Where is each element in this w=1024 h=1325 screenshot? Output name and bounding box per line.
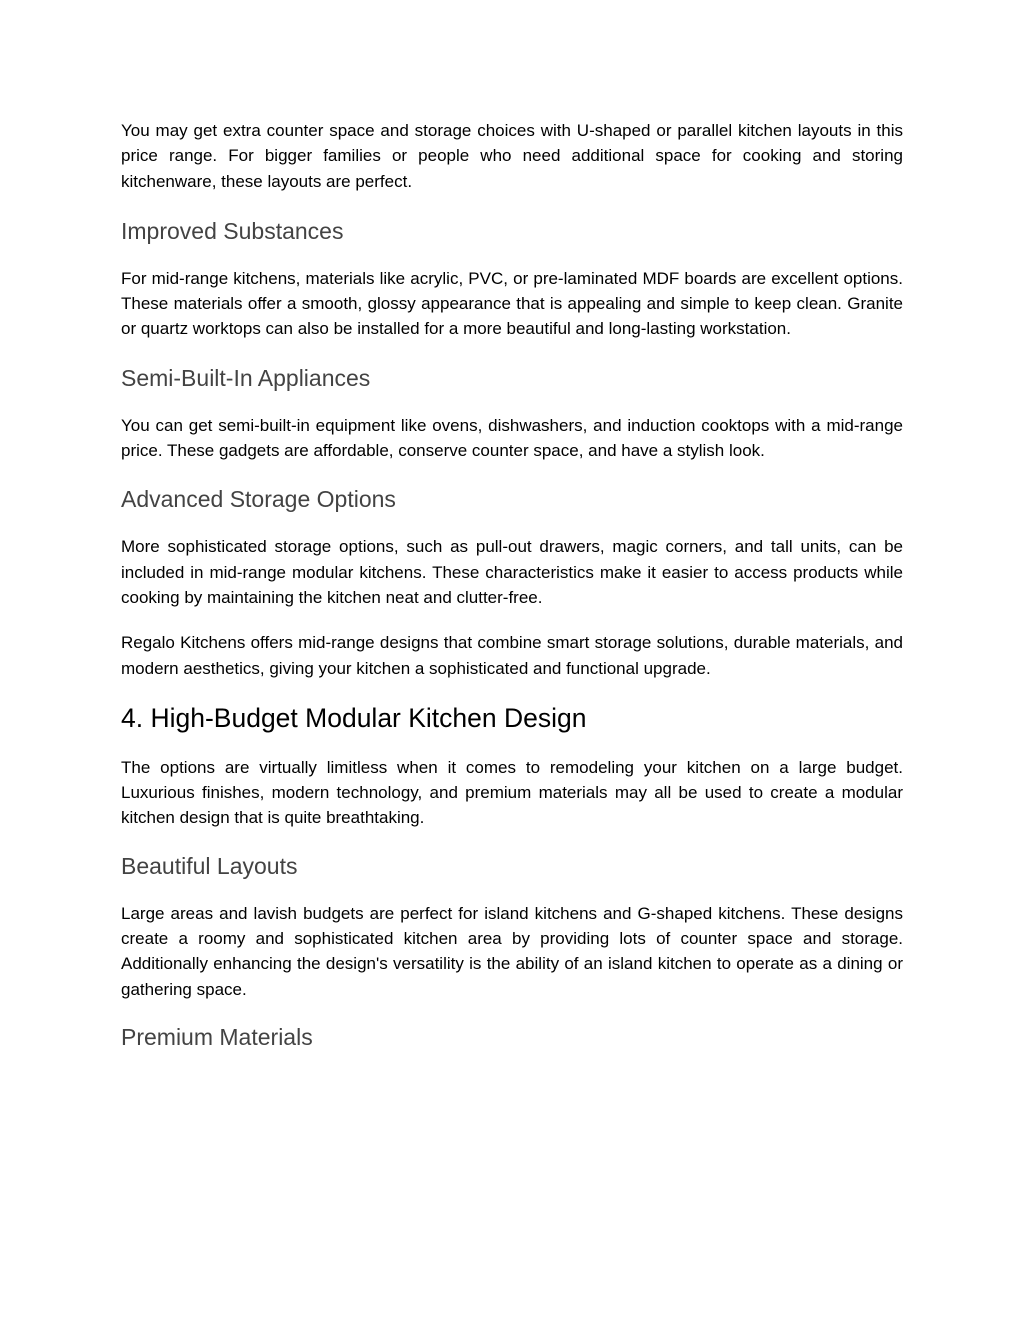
- semi-built-in-heading: Semi-Built-In Appliances: [121, 364, 371, 391]
- improved-substances-paragraph: For mid-range kitchens, materials like acrylic, PVC, or pre-laminated MDF boards are excellent options. These materials offer a smooth, glossy appearance that is appealing and simple to keep clean. Granite or quartz worktops can also be installed for a more beautiful and long-lasting workstation.: [121, 268, 903, 339]
- advanced-storage-paragraph: More sophisticated storage options, such as pull-out drawers, magic corners, and tall units, can be included in mid-range modular kitchens. These characteristics make it easier to access products while cooking by maintaining the kitchen neat and clutter-free.: [121, 537, 903, 607]
- high-budget-paragraph: The options are virtually limitless when it comes to remodeling your kitchen on a large budget. Luxurious finishes, modern technology, and premium materials may all be used to create a modular kitchen design that is quite breathtaking.: [121, 757, 903, 828]
- intro-paragraph: You may get extra counter space and storage choices with U-shaped or parallel kitchen layouts in this price range. For bigger families or people who need additional space for cooking and storing kitchenware, these layouts are perfect.: [121, 121, 903, 191]
- regalo-kitchens-paragraph: Regalo Kitchens offers mid-range designs that combine smart storage solutions, durable materials, and modern aesthetics, giving your kitchen a sophisticated and functional upgrade.: [121, 633, 903, 678]
- high-budget-heading: 4. High-Budget Modular Kitchen Design: [121, 702, 587, 733]
- beautiful-layouts-heading: Beautiful Layouts: [121, 852, 298, 879]
- beautiful-layouts-paragraph: Large areas and lavish budgets are perfect for island kitchens and G-shaped kitchens. These designs create a roomy and sophisticated kitchen area by providing lots of counter space and storage. Additionally enhancing the design's versatility is the ability of an island kitchen to operate as a dining or gathering space.: [121, 903, 903, 999]
- document-page: [121, 118, 903, 1052]
- advanced-storage-heading: Advanced Storage Options: [121, 486, 396, 513]
- semi-built-in-paragraph: You can get semi-built-in equipment like ovens, dishwashers, and induction cooktops with a mid-range price. These gadgets are affordable, conserve counter space, and have a stylish look.: [121, 415, 903, 461]
- premium-materials-heading: Premium Materials: [121, 1023, 313, 1050]
- improved-substances-heading: Improved Substances: [121, 217, 344, 244]
